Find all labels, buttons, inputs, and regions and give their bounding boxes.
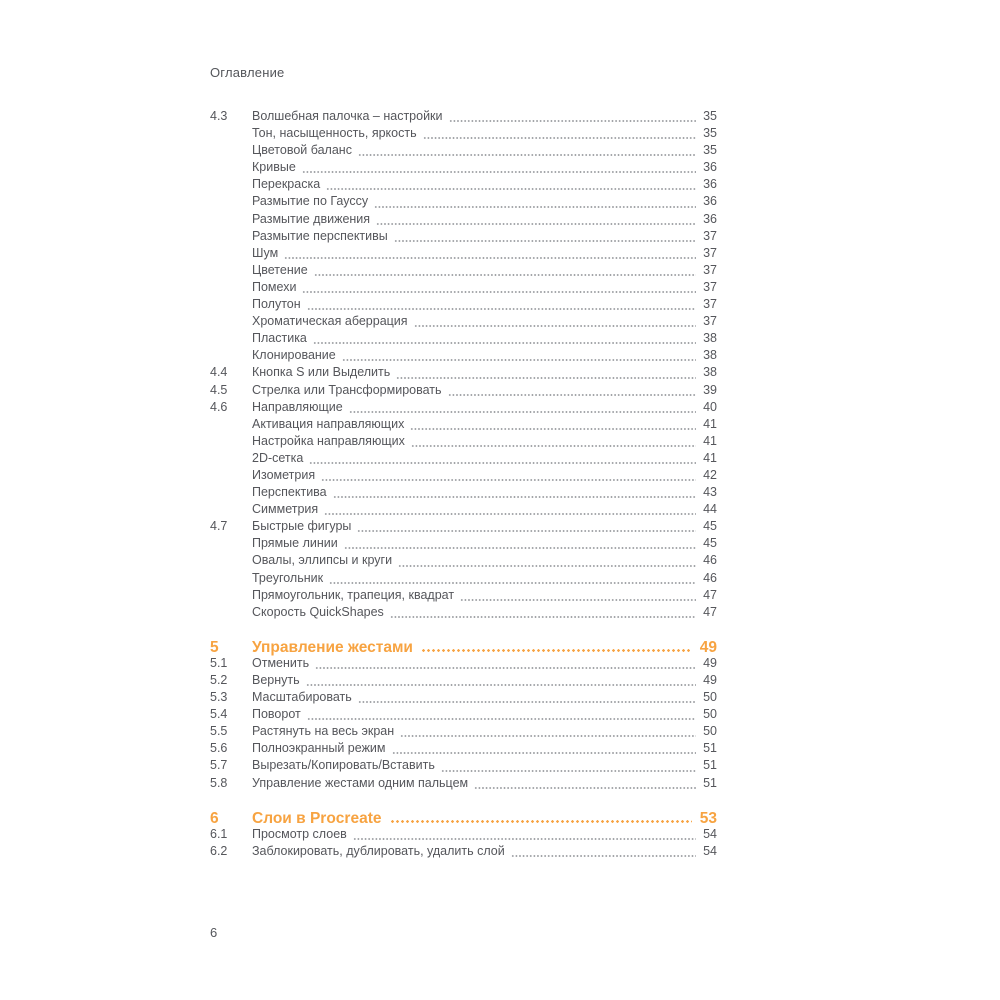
toc-entry-title: Заблокировать, дублировать, удалить слой bbox=[252, 843, 505, 858]
toc-entry-title: Полноэкранный режим bbox=[252, 741, 386, 756]
toc-entry-title: Кривые bbox=[252, 160, 296, 175]
toc-entry[interactable] bbox=[210, 468, 717, 485]
toc-entry-page: 51 bbox=[703, 741, 717, 756]
toc-entry-page: 41 bbox=[703, 450, 717, 465]
toc-entry[interactable] bbox=[210, 229, 717, 246]
dotted-leader bbox=[329, 571, 696, 588]
toc-entry-title: Размытие перспективы bbox=[252, 228, 388, 243]
toc-entry-title: Растянуть на весь экран bbox=[252, 724, 395, 739]
toc-entry-page: 41 bbox=[703, 433, 717, 448]
toc-entry-title: Слои в Procreate bbox=[252, 809, 382, 827]
toc-entry-number: 5.6 bbox=[210, 741, 228, 756]
toc-entry-page: 44 bbox=[703, 502, 717, 517]
toc-entry-number: 5.7 bbox=[210, 758, 228, 773]
dotted-leader bbox=[394, 229, 696, 246]
toc-entry[interactable] bbox=[210, 109, 717, 126]
toc-entry-page: 49 bbox=[699, 638, 717, 656]
toc-entry-page: 50 bbox=[703, 690, 717, 705]
toc-entry-title: 2D-сетка bbox=[252, 450, 304, 465]
dotted-leader bbox=[324, 502, 696, 519]
toc-entry-page: 47 bbox=[703, 587, 717, 602]
dotted-leader bbox=[400, 724, 696, 741]
toc-entry[interactable] bbox=[210, 383, 717, 400]
dotted-leader bbox=[449, 109, 696, 126]
toc-entry[interactable] bbox=[210, 434, 717, 451]
toc-entry-number: 6.2 bbox=[210, 843, 228, 858]
toc-entry-title: Настройка направляющих bbox=[252, 433, 405, 448]
toc-entry-number: 5 bbox=[210, 638, 219, 656]
toc-entry[interactable] bbox=[210, 776, 717, 793]
dotted-leader bbox=[376, 212, 696, 229]
toc-entry-number: 5.3 bbox=[210, 690, 228, 705]
toc-entry-page: 38 bbox=[703, 331, 717, 346]
toc-entry-title: Направляющие bbox=[252, 399, 343, 414]
toc-entry-title: Треугольник bbox=[252, 570, 324, 585]
toc-entry-page: 36 bbox=[703, 177, 717, 192]
dotted-leader bbox=[410, 417, 696, 434]
toc-entry[interactable] bbox=[210, 810, 717, 827]
page-number: 6 bbox=[210, 925, 218, 940]
toc-entry[interactable] bbox=[210, 143, 717, 160]
toc-entry[interactable] bbox=[210, 194, 717, 211]
dotted-leader bbox=[411, 434, 696, 451]
toc-entry-title: Прямые линии bbox=[252, 536, 338, 551]
toc-entry-page: 38 bbox=[703, 365, 717, 380]
toc-entry-page: 37 bbox=[703, 279, 717, 294]
dotted-leader bbox=[374, 194, 696, 211]
toc-entry[interactable] bbox=[210, 212, 717, 229]
toc-entry[interactable] bbox=[210, 571, 717, 588]
dotted-leader bbox=[358, 143, 696, 160]
dotted-leader bbox=[313, 331, 696, 348]
toc-entry-title: Волшебная палочка – настройки bbox=[252, 109, 443, 123]
toc-entry-number: 6.1 bbox=[210, 826, 228, 841]
toc-entry-title: Изометрия bbox=[252, 467, 316, 482]
toc-entry-page: 49 bbox=[703, 673, 717, 687]
dotted-leader bbox=[353, 827, 696, 844]
dotted-leader bbox=[414, 314, 696, 331]
toc-entry-title: Скорость QuickShapes bbox=[252, 604, 384, 619]
dotted-leader bbox=[302, 280, 696, 297]
toc-entry[interactable] bbox=[210, 673, 717, 690]
toc-entry-page: 35 bbox=[703, 109, 717, 123]
dotted-leader bbox=[307, 297, 696, 314]
dotted-leader bbox=[333, 485, 696, 502]
toc-entry-title: Тон, насыщенность, яркость bbox=[252, 126, 417, 141]
page-header-title: Оглавление bbox=[210, 65, 285, 80]
toc-entry-page: 46 bbox=[703, 570, 717, 585]
dotted-leader bbox=[306, 673, 696, 690]
toc-entry-page: 51 bbox=[703, 775, 717, 790]
dotted-leader bbox=[358, 690, 696, 707]
toc-entry-number: 5.5 bbox=[210, 724, 228, 739]
dotted-leader bbox=[460, 588, 696, 605]
toc-entry-page: 35 bbox=[703, 126, 717, 141]
toc-entry[interactable] bbox=[210, 314, 717, 331]
toc-entry[interactable] bbox=[210, 605, 717, 622]
dotted-leader bbox=[390, 810, 692, 827]
toc-entry-number: 4.5 bbox=[210, 382, 228, 397]
toc-entry-number: 6 bbox=[210, 809, 219, 827]
toc-entry-title: Кнопка S или Выделить bbox=[252, 365, 391, 380]
toc-entry-title: Прямоугольник, трапеция, квадрат bbox=[252, 587, 455, 602]
toc-entry-title: Стрелка или Трансформировать bbox=[252, 382, 442, 397]
toc-entry-page: 37 bbox=[703, 228, 717, 243]
dotted-leader bbox=[474, 776, 696, 793]
toc-entry[interactable] bbox=[210, 126, 717, 143]
toc-entry[interactable] bbox=[210, 724, 717, 741]
toc-entry-title: Помехи bbox=[252, 279, 297, 294]
toc-entry-page: 45 bbox=[703, 536, 717, 551]
toc-entry[interactable] bbox=[210, 656, 717, 673]
toc-entry-page: 36 bbox=[703, 211, 717, 226]
toc-entry[interactable] bbox=[210, 707, 717, 724]
toc-entry[interactable] bbox=[210, 246, 717, 263]
toc-entry-page: 47 bbox=[703, 604, 717, 619]
toc-entry-title: Клонирование bbox=[252, 348, 336, 363]
toc-entry-title: Цветовой баланс bbox=[252, 143, 352, 158]
toc-entry-page: 51 bbox=[703, 758, 717, 773]
toc-entry[interactable] bbox=[210, 297, 717, 314]
toc-entry[interactable] bbox=[210, 485, 717, 502]
toc-entry-title: Полутон bbox=[252, 297, 301, 312]
toc-entry[interactable] bbox=[210, 827, 717, 844]
dotted-leader bbox=[307, 707, 696, 724]
dotted-leader bbox=[326, 177, 696, 194]
toc-entry[interactable] bbox=[210, 536, 717, 553]
toc-entry-page: 54 bbox=[703, 826, 717, 841]
toc-entry[interactable] bbox=[210, 639, 717, 656]
toc-entry-title: Поворот bbox=[252, 707, 301, 722]
toc-entry-page: 36 bbox=[703, 160, 717, 175]
toc-entry-number: 4.7 bbox=[210, 519, 228, 534]
toc-entry-page: 54 bbox=[703, 843, 717, 858]
toc-entry-number: 5.1 bbox=[210, 655, 228, 670]
toc-entry[interactable] bbox=[210, 758, 717, 775]
dotted-leader bbox=[284, 246, 696, 263]
dotted-leader bbox=[309, 451, 696, 468]
dotted-leader bbox=[448, 383, 696, 400]
toc-entry-number: 5.2 bbox=[210, 673, 228, 687]
toc-entry-title: Вернуть bbox=[252, 673, 300, 687]
toc-entry-title: Цветение bbox=[252, 262, 308, 277]
toc-entry-title: Отменить bbox=[252, 655, 310, 670]
toc-entry[interactable] bbox=[210, 741, 717, 758]
toc-entry-page: 42 bbox=[703, 467, 717, 482]
toc-entry-number: 4.3 bbox=[210, 109, 228, 123]
toc-entry[interactable] bbox=[210, 451, 717, 468]
toc-entry-number: 4.4 bbox=[210, 365, 228, 380]
toc-entry-title: Шум bbox=[252, 245, 279, 260]
toc-entry-title: Быстрые фигуры bbox=[252, 519, 352, 534]
toc-entry[interactable] bbox=[210, 519, 717, 536]
dotted-leader bbox=[441, 758, 696, 775]
toc-entry-page: 38 bbox=[703, 348, 717, 363]
toc-entry-page: 37 bbox=[703, 314, 717, 329]
dotted-leader bbox=[321, 468, 696, 485]
dotted-leader bbox=[344, 536, 696, 553]
dotted-leader bbox=[342, 348, 696, 365]
dotted-leader bbox=[398, 553, 696, 570]
toc-entry[interactable] bbox=[210, 400, 717, 417]
toc-entry[interactable] bbox=[210, 502, 717, 519]
toc-entry[interactable] bbox=[210, 690, 717, 707]
dotted-leader bbox=[390, 605, 696, 622]
toc-entry-title: Вырезать/Копировать/Вставить bbox=[252, 758, 435, 773]
toc-entry[interactable] bbox=[210, 588, 717, 605]
toc-entry-number: 5.8 bbox=[210, 775, 228, 790]
toc-entry-page: 50 bbox=[703, 707, 717, 722]
toc-entry-page: 53 bbox=[699, 809, 717, 827]
toc-entry[interactable] bbox=[210, 365, 717, 382]
toc-entry[interactable] bbox=[210, 280, 717, 297]
toc-entry-title: Масштабировать bbox=[252, 690, 352, 705]
toc-entry-page: 50 bbox=[703, 724, 717, 739]
toc-entry-page: 40 bbox=[703, 399, 717, 414]
toc-entry-title: Размытие движения bbox=[252, 211, 371, 226]
toc-entry[interactable] bbox=[210, 844, 717, 861]
dotted-leader bbox=[349, 400, 696, 417]
toc-entry-page: 37 bbox=[703, 297, 717, 312]
toc-entry-page: 45 bbox=[703, 519, 717, 534]
toc-entry-page: 41 bbox=[703, 416, 717, 431]
toc-entry[interactable] bbox=[210, 263, 717, 280]
toc-entry-title: Активация направляющих bbox=[252, 416, 405, 431]
toc-entry-title: Просмотр слоев bbox=[252, 826, 347, 841]
toc-entry-page: 43 bbox=[703, 485, 717, 500]
toc-entry-title: Перекраска bbox=[252, 177, 321, 192]
toc-entry-title: Пластика bbox=[252, 331, 307, 346]
table-of-contents bbox=[210, 109, 717, 861]
toc-entry-page: 35 bbox=[703, 143, 717, 158]
toc-entry[interactable] bbox=[210, 331, 717, 348]
dotted-leader bbox=[511, 844, 696, 861]
toc-entry[interactable] bbox=[210, 553, 717, 570]
toc-entry[interactable] bbox=[210, 417, 717, 434]
dotted-leader bbox=[392, 741, 696, 758]
toc-entry[interactable] bbox=[210, 177, 717, 194]
toc-entry-title: Управление жестами одним пальцем bbox=[252, 775, 469, 790]
toc-entry-title: Перспектива bbox=[252, 485, 327, 500]
toc-entry-title: Симметрия bbox=[252, 502, 319, 517]
dotted-leader bbox=[423, 126, 696, 143]
dotted-leader bbox=[421, 639, 692, 656]
toc-entry[interactable] bbox=[210, 348, 717, 365]
toc-entry-page: 49 bbox=[703, 655, 717, 670]
toc-entry-title: Размытие по Гауссу bbox=[252, 194, 369, 209]
toc-entry-page: 36 bbox=[703, 194, 717, 209]
dotted-leader bbox=[357, 519, 696, 536]
toc-entry-title: Управление жестами bbox=[252, 638, 413, 656]
dotted-leader bbox=[396, 365, 696, 382]
toc-entry[interactable] bbox=[210, 160, 717, 177]
toc-entry-number: 4.6 bbox=[210, 399, 228, 414]
dotted-leader bbox=[315, 656, 696, 673]
dotted-leader bbox=[302, 160, 696, 177]
toc-entry-number: 5.4 bbox=[210, 707, 228, 722]
toc-entry-page: 37 bbox=[703, 245, 717, 260]
dotted-leader bbox=[314, 263, 696, 280]
toc-entry-page: 37 bbox=[703, 262, 717, 277]
toc-entry-page: 39 bbox=[703, 382, 717, 397]
toc-entry-page: 46 bbox=[703, 553, 717, 568]
toc-entry-title: Овалы, эллипсы и круги bbox=[252, 553, 393, 568]
toc-entry-title: Хроматическая аберрация bbox=[252, 314, 408, 329]
